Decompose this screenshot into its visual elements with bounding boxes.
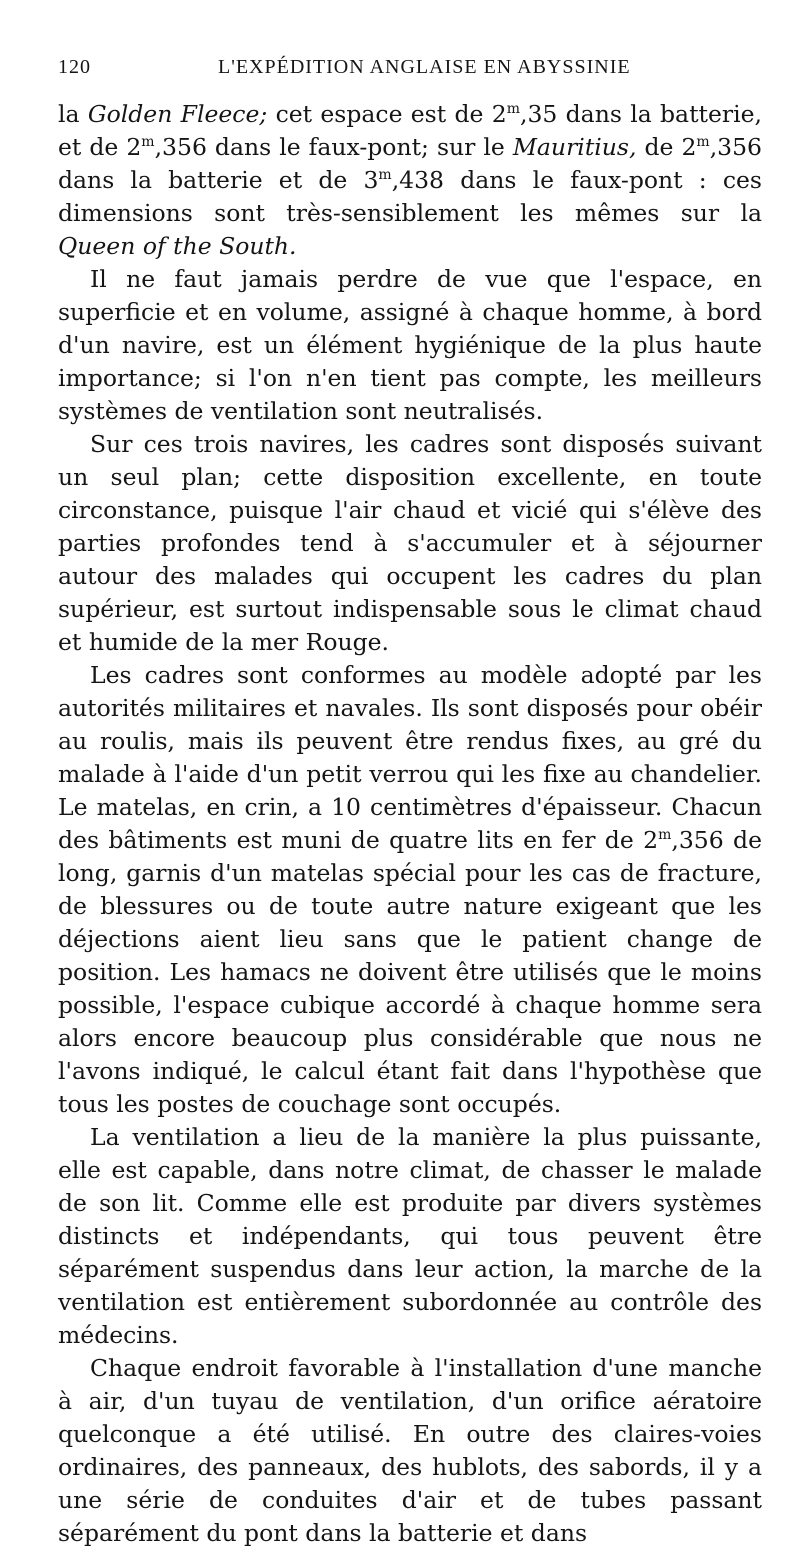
measurement-unit: m — [141, 134, 155, 150]
text-run: de — [636, 133, 682, 161]
italic-text: Mauritius, — [512, 133, 637, 161]
measurement-unit: m — [658, 827, 672, 843]
running-head — [58, 56, 762, 86]
text-run: La ventilation a lieu de la manière la plus puissante, elle est capable, dans notre climat, de chasser le malade de son lit. Comme elle est produite par divers systèmes distincts et indépendants, qui tous peuvent être séparément suspendus dans leur action, la marche de la ventilation est entièrement subordonnée au contrôle des médecins. — [58, 1123, 762, 1349]
measurement-decimals: ,356 — [671, 826, 724, 854]
book-page — [58, 56, 762, 1550]
body-text — [58, 98, 762, 1550]
text-run: dans la batterie, et de — [58, 100, 762, 161]
paragraph — [58, 1352, 762, 1550]
italic-text: Golden Fleece; — [87, 100, 268, 128]
paragraph — [58, 659, 762, 1121]
measurement-integer: 2 — [126, 133, 142, 161]
running-title: L'EXPÉDITION ANGLAISE EN ABYSSINIE — [218, 56, 631, 78]
text-run: la — [58, 100, 88, 128]
measurement — [492, 100, 558, 128]
text-run: Sur ces trois navires, les cadres sont disposés suivant un seul plan; cette disposition excellente, en toute circonstance, puisque l'air chaud et vicié qui s'élève des parties profondes tend à s'accumuler et à séjourner autour des malades qui occupent les cadres du plan supérieur, est surtout indispensable sous le climat chaud et humide de la mer Rouge. — [58, 430, 762, 656]
text-run: dans la batterie et de — [58, 166, 364, 194]
measurement-decimals: ,438 — [391, 166, 445, 194]
paragraph — [58, 1121, 762, 1352]
italic-text: Queen of the South. — [58, 232, 297, 260]
text-run: Chaque endroit favorable à l'installation d'une manche à air, d'un tuyau de ventilation, d'un orifice aératoire quelconque a été utilisé. En outre des claires-voies ordinaires, des panneaux, des hublots, des sabords, il y a une série de conduites d'air et de tubes passant séparément du pont dans la batterie et dans — [58, 1354, 762, 1547]
measurement-unit: m — [696, 134, 710, 150]
paragraph — [58, 263, 762, 428]
text-run: cet espace est de — [267, 100, 492, 128]
text-run: dans le faux-pont : ces dimensions sont très-sensiblement les mêmes sur la — [58, 166, 762, 227]
measurement — [643, 826, 724, 854]
measurement-integer: 2 — [643, 826, 659, 854]
page-number: 120 — [58, 56, 91, 78]
text-run: de long, garnis d'un matelas spécial pour les cas de fracture, de blessures ou de toute autre nature exigeant que les déjections aient lieu sans que le patient change de position. Les hamacs ne doivent être utilisés que le moins possible, l'espace cubique accordé à chaque homme sera alors encore beaucoup plus considérable que nous ne l'avons indiqué, le calcul étant fait dans l'hypothèse que tous les postes de couchage sont occupés. — [58, 826, 763, 1118]
measurement-decimals: ,35 — [519, 100, 558, 128]
measurement-decimals: ,356 — [154, 133, 207, 161]
text-run: Il ne faut jamais perdre de vue que l'espace, en superficie et en volume, assigné à chaque homme, à bord d'un navire, est un élément hygiénique de la plus haute importance; si l'on n'en tient pas compte, les meilleurs systèmes de ventilation sont neutralisés. — [58, 265, 762, 425]
measurement-decimals: ,356 — [709, 133, 763, 161]
measurement-unit: m — [506, 101, 520, 117]
measurement — [126, 133, 207, 161]
paragraph — [58, 428, 762, 659]
measurement-unit: m — [378, 167, 392, 183]
text-run: Les cadres sont conformes au modèle adopté par les autorités militaires et navales. Ils sont disposés pour obéir au roulis, mais ils peuvent être rendus fixes, au gré du malade à l'aide d'un petit verrou qui les fixe au chandelier. Le matelas, en crin, a 10 centimètres d'épaisseur. Chacun des bâtiments est muni de quatre lits en fer de — [58, 661, 762, 854]
text-run: dans le faux-pont; sur le — [206, 133, 513, 161]
measurement — [363, 166, 444, 194]
measurement — [681, 133, 762, 161]
measurement-integer: 3 — [363, 166, 379, 194]
measurement-integer: 2 — [681, 133, 697, 161]
paragraph — [58, 98, 762, 263]
measurement-integer: 2 — [491, 100, 507, 128]
